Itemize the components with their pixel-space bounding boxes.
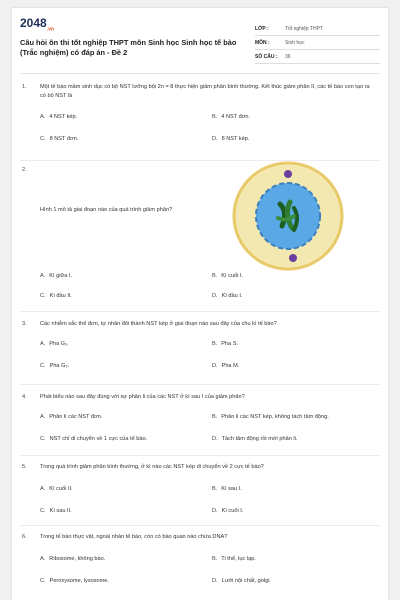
- option-a[interactable]: A. 4 NST kép.: [40, 114, 78, 120]
- question-separator: [20, 455, 380, 456]
- option-c[interactable]: C. Pha G₂.: [40, 363, 70, 369]
- option-b[interactable]: B. Kì sau I.: [212, 486, 242, 492]
- question-text: Một tế bào mầm sinh dục có bộ NST lưỡng bội 2n = 8 thực hiện giảm phân bình thường. Kết thúc giảm phân II, các tế bào con tạo ra có bộ NST là: [40, 84, 370, 99]
- question-text: Hình 1 mô tả giai đoạn nào của quá trình giảm phân?: [40, 207, 173, 213]
- question-6: 6. Trong tế bào thực vật, ngoài nhân tế bào, còn có bào quan nào chứa DNA? A. Ribosome, không bào. B. Ti thể, lục lạp. C. Peroxysome, lysosome. D. Lưới nội chất, golgi.: [20, 533, 380, 597]
- option-c[interactable]: C. Peroxysome, lysosome.: [40, 578, 109, 584]
- option-b[interactable]: B. Pha S.: [212, 341, 239, 347]
- question-1: 1. Một tế bào mầm sinh dục có bộ NST lưỡng bội 2n = 8 thực hiện giảm phân bình thường. Kết thúc giảm phân II, các tế bào con tạo ra có bộ NST là A. 4 NST kép. B. 4 NST đơn. C. 8 NST đơn. D. 8 NST kép.: [20, 83, 380, 163]
- option-a[interactable]: A. Kì cuối II.: [40, 486, 73, 492]
- question-text: Trong quá trình giảm phân bình thường, ở kì nào các NST kép di chuyển về 2 cực tế bào?: [40, 464, 264, 470]
- question-separator: [20, 311, 380, 312]
- question-4: 4. Phát biểu nào sau đây đúng với sự phân li của các NST ở kì sau I của giảm phân? A. Phân li các NST đơn. B. Phân li các NST kép, không tách tâm động. C. NST chỉ di chuyển về 1 cực của tế bào. D. Tách tâm động rồi mới phân li.: [20, 393, 380, 459]
- option-a[interactable]: A. Pha G₁.: [40, 341, 69, 347]
- option-d[interactable]: D. Kì đầu I.: [212, 293, 243, 299]
- question-separator: [20, 525, 380, 526]
- question-5: 5. Trong quá trình giảm phân bình thường, ở kì nào các NST kép di chuyển về 2 cực tế bào? A. Kì cuối II. B. Kì sau I. C. Kì sau II. D. Kì cuối I.: [20, 463, 380, 529]
- option-b[interactable]: B. 4 NST đơn.: [212, 114, 251, 120]
- option-b[interactable]: B. Phân li các NST kép, không tách tâm động.: [212, 414, 329, 420]
- option-d[interactable]: D. Pha M.: [212, 363, 240, 369]
- option-d[interactable]: D. Kì cuối I.: [212, 508, 244, 514]
- meta-row-count: SỐ CÂU : 36: [255, 50, 380, 64]
- site-logo[interactable]: $2048_{.vn}$: [20, 16, 54, 33]
- question-text: Trong tế bào thực vật, ngoài nhân tế bào, còn có bào quan nào chứa DNA?: [40, 534, 228, 540]
- document-page: [12, 8, 388, 600]
- meta-table: [255, 22, 380, 64]
- question-2: 2. Hình 1 mô tả giai đoạn nào của quá trình giảm phân? A. Kì giữa I. B. Kì cuối I. C. Kì đầu II. D. Kì đầu I.: [20, 166, 380, 316]
- question-3: 3. Các nhiễm sắc thể đơn, tự nhân đôi thành NST kép ở giai đoạn nào sau đây của chu kì tế bào? A. Pha G₁. B. Pha S. C. Pha G₂. D. Pha M.: [20, 320, 380, 388]
- option-c[interactable]: C. Kì sau II.: [40, 508, 72, 514]
- option-c[interactable]: C. NST chỉ di chuyển về 1 cực của tế bào.: [40, 436, 148, 442]
- document-header: [20, 16, 380, 68]
- centrosome-top: [284, 170, 292, 178]
- question-text: Phát biểu nào sau đây đúng với sự phân li của các NST ở kì sau I của giảm phân?: [40, 394, 245, 400]
- meta-row-class: LỚP : Tốt nghiệp THPT: [255, 22, 380, 36]
- centrosome-bottom: [289, 254, 297, 262]
- question-separator: [20, 384, 380, 385]
- page-title: Câu hỏi ôn thi tốt nghiệp THPT môn Sinh học Sinh học tế bào (Trắc nghiệm) có đáp án - Đề 2: [20, 38, 237, 57]
- option-d[interactable]: D. Tách tâm động rồi mới phân li.: [212, 436, 298, 442]
- option-d[interactable]: D. Lưới nội chất, golgi.: [212, 578, 271, 584]
- option-c[interactable]: C. Kì đầu II.: [40, 293, 72, 299]
- meta-row-subject: MÔN : Sinh học: [255, 36, 380, 50]
- option-c[interactable]: C. 8 NST đơn.: [40, 136, 79, 142]
- option-a[interactable]: A. Kì giữa I.: [40, 273, 73, 279]
- option-b[interactable]: B. Ti thể, lục lạp.: [212, 556, 256, 562]
- option-a[interactable]: A. Ribosome, không bào.: [40, 556, 106, 562]
- option-b[interactable]: B. Kì cuối I.: [212, 273, 244, 279]
- question-text: Các nhiễm sắc thể đơn, tự nhân đôi thành NST kép ở giai đoạn nào sau đây của chu kì tế bào?: [40, 321, 277, 327]
- option-d[interactable]: D. 8 NST kép.: [212, 136, 250, 142]
- meiosis-cell-image: [232, 160, 344, 272]
- option-a[interactable]: A. Phân li các NST đơn.: [40, 414, 103, 420]
- header-divider: [20, 73, 380, 74]
